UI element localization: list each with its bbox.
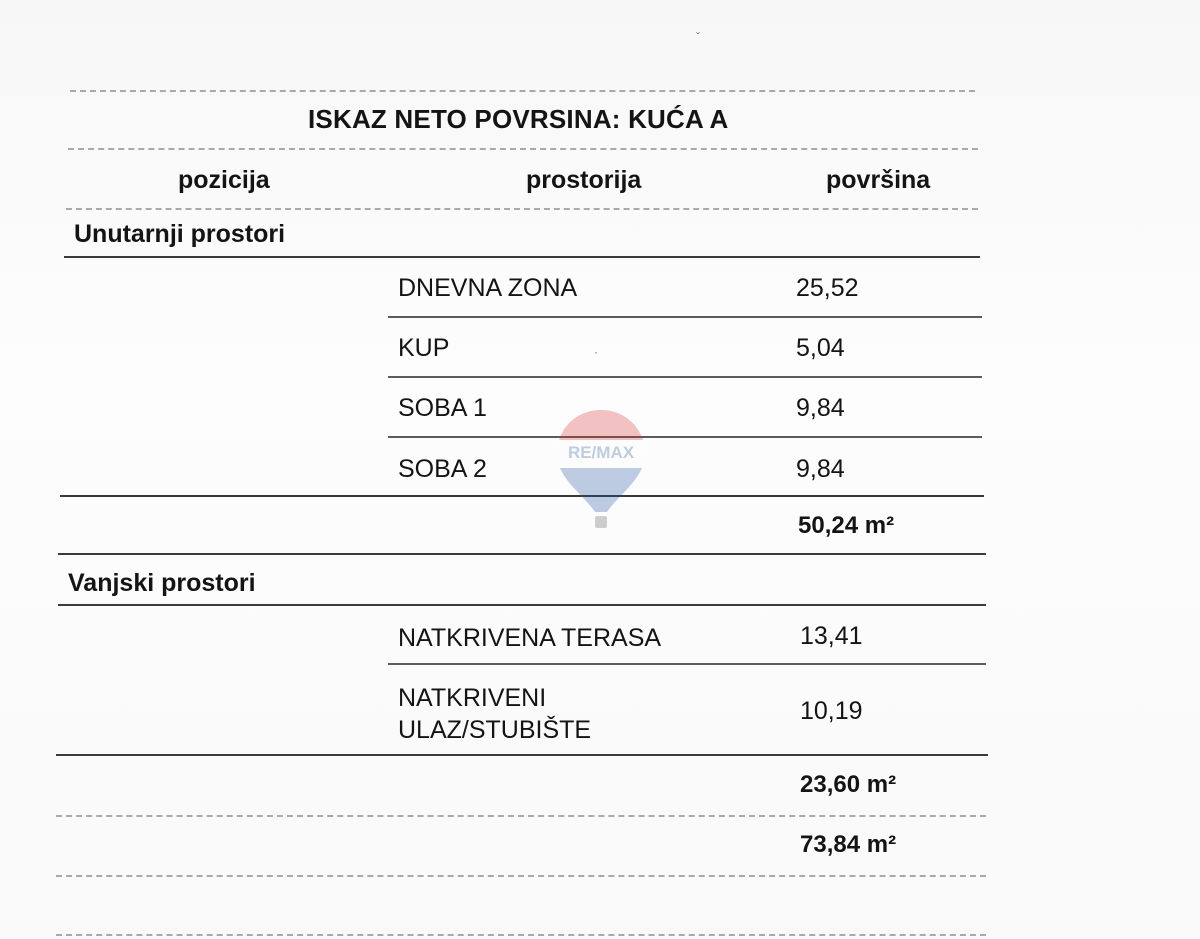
room-area: 5,04 — [796, 334, 845, 362]
rule-after-subtotal-indoor — [58, 553, 986, 555]
rule-section-outdoor — [58, 604, 986, 606]
rule-bottom — [56, 934, 986, 936]
room-name: NATKRIVENI ULAZ/STUBIŠTE — [398, 684, 592, 744]
rule-after-grand-total — [56, 875, 986, 877]
room-area: 9,84 — [796, 455, 845, 483]
room-name: SOBA 2 — [398, 455, 487, 483]
room-name: SOBA 1 — [398, 394, 487, 422]
rule-section-indoor — [64, 256, 980, 258]
row-divider — [388, 436, 982, 438]
section-title-outdoor: Vanjski prostori — [68, 569, 256, 597]
rule-before-subtotal-indoor — [60, 495, 984, 497]
row-divider — [388, 316, 982, 318]
subtotal-outdoor: 23,60 m² — [800, 771, 897, 798]
header-area: površina — [826, 166, 931, 194]
grand-total: 73,84 m² — [800, 831, 897, 858]
speck-mark: · — [594, 345, 598, 359]
rule-before-subtotal-outdoor — [56, 754, 988, 756]
remax-balloon-watermark — [553, 408, 649, 532]
subtotal-indoor: 50,24 m² — [798, 512, 895, 539]
rule-before-grand-total — [56, 815, 986, 817]
room-name: NATKRIVENA TERASA — [398, 624, 662, 652]
header-position: pozicija — [178, 166, 270, 194]
header-room: prostorija — [526, 166, 642, 194]
room-area: 10,19 — [800, 697, 863, 725]
rule-under-headers — [66, 208, 978, 210]
room-area: 13,41 — [800, 622, 863, 650]
room-name: KUP — [398, 334, 450, 362]
room-name: DNEVNA ZONA — [398, 274, 578, 302]
section-title-indoor: Unutarnji prostori — [74, 220, 286, 248]
row-divider — [388, 663, 986, 665]
table-title: ISKAZ NETO POVRSINA: KUĆA A — [308, 104, 729, 134]
room-area: 25,52 — [796, 274, 859, 302]
row-divider — [388, 376, 982, 378]
rule-top — [70, 90, 975, 92]
watermark-text: RE/MAX — [567, 443, 635, 462]
rule-under-title — [68, 148, 978, 150]
speck-mark: ˇ — [696, 30, 700, 44]
room-area: 9,84 — [796, 394, 845, 422]
